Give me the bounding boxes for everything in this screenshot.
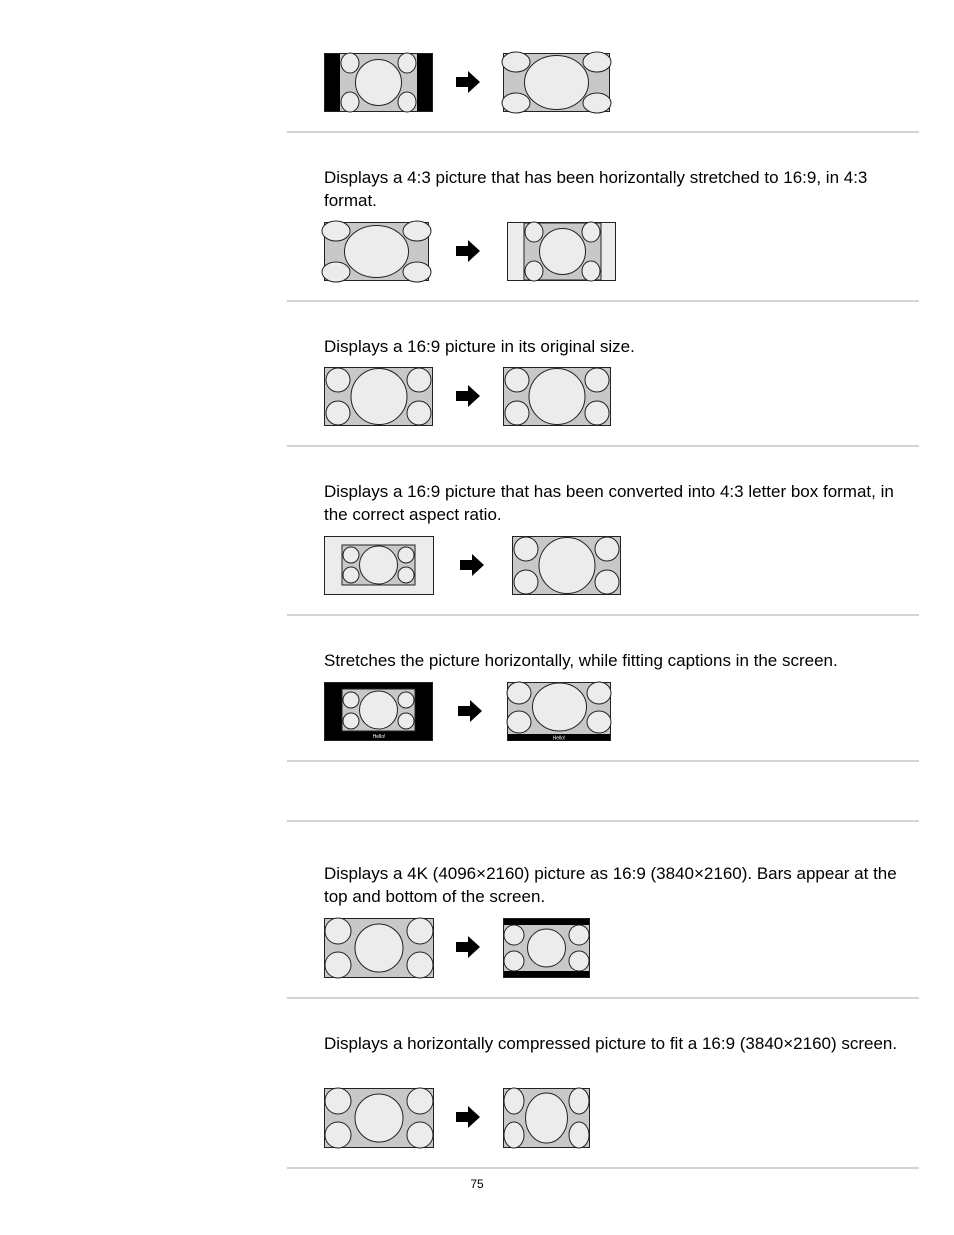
section-description: Displays a 16:9 picture that has been converted into 4:3 letter box format, in the correct aspect ratio.: [324, 482, 894, 524]
section-divider: [287, 1167, 919, 1169]
section-description: Stretches the picture horizontally, while fitting captions in the screen.: [324, 651, 838, 670]
illustration-after-1: [503, 53, 611, 113]
section-divider: [287, 445, 919, 447]
section-divider: [287, 760, 919, 762]
section-divider: [287, 997, 919, 999]
page-number: 75: [470, 1177, 484, 1191]
illustration-after-4: [512, 536, 622, 596]
illustration-before-2: [324, 222, 430, 282]
section-divider: [287, 300, 919, 302]
caption-text: Hello!: [372, 734, 386, 740]
arrow-right-icon: [455, 935, 481, 959]
illustration-after-8: [503, 1088, 591, 1149]
illustration-before-4: [324, 536, 435, 596]
section-divider: [287, 614, 919, 616]
arrow-right-icon: [455, 1105, 481, 1129]
section-description: Displays a 4:3 picture that has been horizontally stretched to 16:9, in 4:3 format.: [324, 168, 868, 210]
arrow-right-icon: [459, 553, 485, 577]
illustration-before-7: [324, 918, 435, 979]
illustration-before-8: [324, 1088, 435, 1149]
illustration-before-1: [324, 53, 434, 113]
section-divider: [287, 820, 919, 822]
arrow-right-icon: [455, 70, 481, 94]
arrow-right-icon: [457, 699, 483, 723]
section-description: Displays a 16:9 picture in its original size.: [324, 337, 635, 356]
illustration-after-3: [503, 367, 612, 427]
illustration-after-2: [507, 222, 617, 282]
arrow-right-icon: [455, 384, 481, 408]
illustration-after-7: [503, 918, 591, 979]
section-description: Displays a horizontally compressed picture to fit a 16:9 (3840×2160) screen.: [324, 1034, 898, 1053]
section-divider: [287, 131, 919, 133]
illustration-after-5: [507, 682, 612, 742]
illustration-before-3: [324, 367, 434, 427]
caption-text: Hello!: [552, 735, 566, 742]
illustration-before-5: [324, 682, 434, 742]
arrow-right-icon: [455, 239, 481, 263]
section-description: Displays a 4K (4096×2160) picture as 16:9 (3840×2160). Bars appear at the top and bottom of the screen.: [324, 864, 897, 906]
